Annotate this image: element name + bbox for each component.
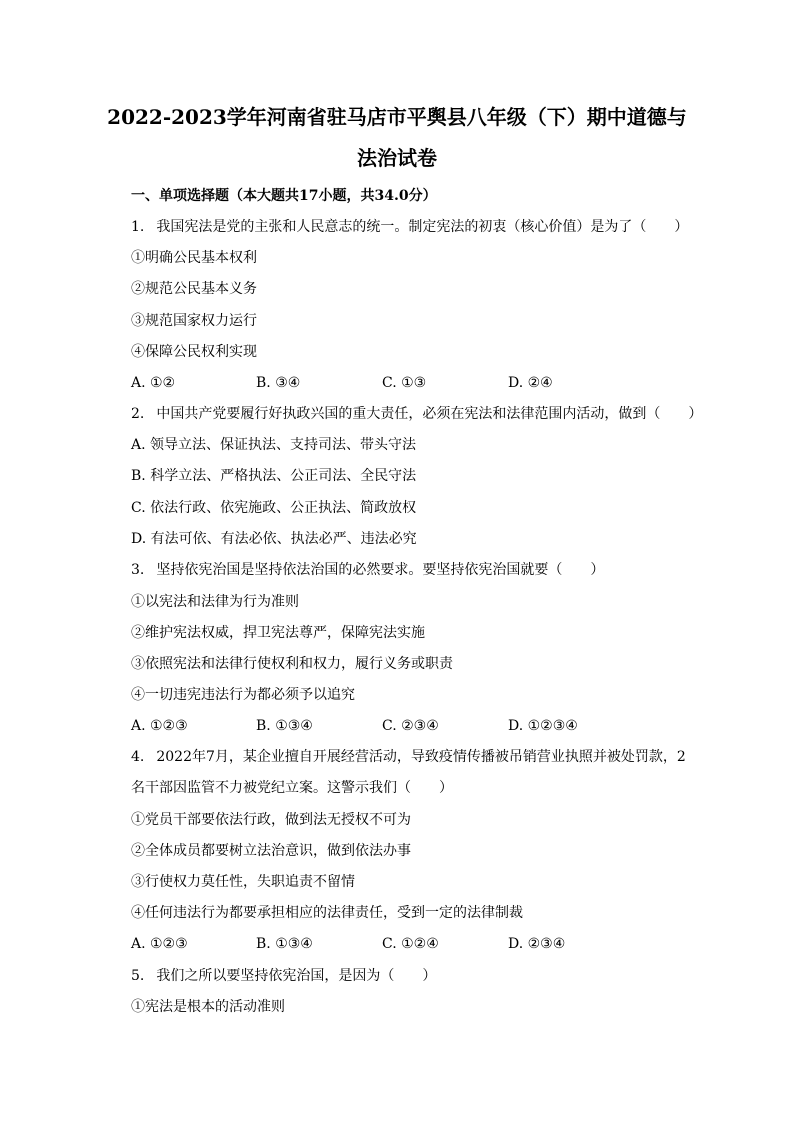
choice-a[interactable]: A. ①②: [131, 375, 176, 391]
choice-c[interactable]: C. ①③: [382, 375, 427, 391]
question-3-item-2: ②维护宪法权威，捍卫宪法尊严，保障宪法实施: [131, 625, 425, 641]
choice-a[interactable]: A. ①②③: [131, 936, 188, 952]
choice-b[interactable]: B. ①③④: [256, 936, 313, 952]
question-number: 1.: [131, 219, 145, 235]
choice-c[interactable]: C. ①②④: [382, 936, 439, 952]
question-1-stem: [131, 217, 688, 237]
exam-title-line-1: 2022-2023学年河南省驻马店市平舆县八年级（下）期中道德与: [107, 105, 687, 129]
choice-d[interactable]: D. ②③④: [508, 936, 566, 952]
question-4-item-1: ①党员干部要依法行政，做到法无授权不可为: [131, 812, 411, 828]
question-4-item-2: ②全体成员都要树立法治意识，做到依法办事: [131, 843, 411, 859]
question-text: 中国共产党要履行好执政兴国的重大责任，必须在宪法和法律范围内活动，做到（ ）: [156, 406, 703, 422]
exam-title-line-2: 法治试卷: [357, 146, 437, 170]
question-4-item-4: ④任何违法行为都要承担相应的法律责任，受到一定的法律制裁: [131, 905, 523, 921]
question-2-stem: [131, 404, 702, 424]
question-3-stem: [131, 560, 604, 580]
question-2-choice-c[interactable]: C. 依法行政、依宪施政、公正执法、简政放权: [131, 500, 417, 516]
question-text: 我们之所以要坚持依宪治国，是因为（ ）: [156, 968, 437, 984]
section-heading: 一、单项选择题（本大题共17小题，共34.0分）: [131, 188, 437, 204]
question-number: 5.: [131, 968, 145, 984]
choice-c[interactable]: C. ②③④: [382, 718, 439, 734]
question-number: 3.: [131, 562, 145, 578]
question-number: 2.: [131, 406, 145, 422]
question-1-item-3: ③规范国家权力运行: [131, 313, 257, 329]
choice-d[interactable]: D. ②④: [508, 375, 553, 391]
question-text: 坚持依宪治国是坚持依法治国的必然要求。要坚持依宪治国就要（ ）: [156, 562, 605, 578]
question-2-choice-b[interactable]: B. 科学立法、严格执法、公正司法、全民守法: [131, 468, 417, 484]
question-text: 2022年7月，某企业擅自开展经营活动，导致疫情传播被吊销营业执照并被处罚款，2名干部因监管不力被党纪立案。这警示我们（ ）: [131, 749, 686, 796]
choice-d[interactable]: D. ①②③④: [508, 718, 578, 734]
question-1-item-1: ①明确公民基本权利: [131, 250, 257, 266]
question-3-item-3: ③依照宪法和法律行使权利和权力，履行义务或职责: [131, 656, 453, 672]
question-2-choice-d[interactable]: D. 有法可依、有法必依、执法必严、违法必究: [131, 531, 417, 547]
question-1-item-2: ②规范公民基本义务: [131, 281, 257, 297]
question-1-item-4: ④保障公民权利实现: [131, 344, 257, 360]
question-5-item-1: ①宪法是根本的活动准则: [131, 999, 285, 1015]
question-3-item-1: ①以宪法和法律为行为准则: [131, 594, 299, 610]
question-5-stem: [131, 966, 436, 986]
choice-b[interactable]: B. ①③④: [256, 718, 313, 734]
question-3-item-4: ④一切违宪违法行为都必须予以追究: [131, 687, 355, 703]
question-2-choice-a[interactable]: A. 领导立法、保证执法、支持司法、带头守法: [131, 437, 417, 453]
question-4-stem: [131, 742, 691, 804]
choice-a[interactable]: A. ①②③: [131, 718, 188, 734]
choice-b[interactable]: B. ③④: [256, 375, 301, 391]
question-text: 我国宪法是党的主张和人民意志的统一。制定宪法的初衷（核心价值）是为了（ ）: [156, 219, 689, 235]
question-number: 4.: [131, 749, 145, 765]
question-4-item-3: ③行使权力莫任性，失职追责不留情: [131, 874, 355, 890]
